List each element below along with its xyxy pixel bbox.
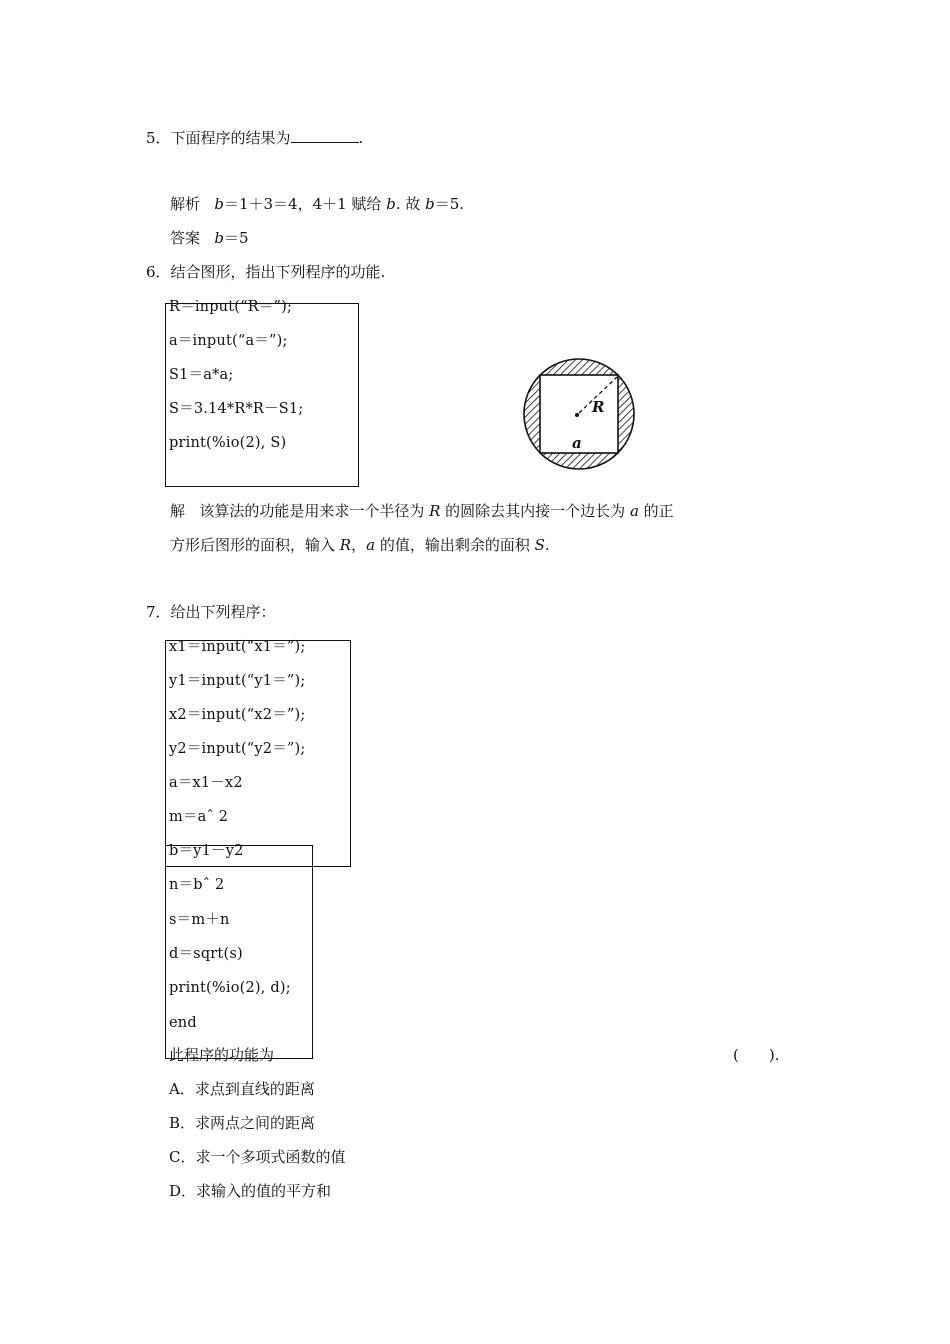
answer-blank xyxy=(291,128,359,143)
q7-code-line-10: d＝sqrt(s) xyxy=(169,946,243,962)
q7-prompt: 此程序的功能为 xyxy=(169,1046,275,1064)
q7-code-line-1: x1＝input(“x1＝”); xyxy=(169,639,306,655)
q7-code-line-8: n＝bˆ 2 xyxy=(169,877,225,893)
q6-solution-line-1: 解 该算法的功能是用来求一个半径为 R 的圆除去其内接一个边长为 a 的正 xyxy=(170,502,674,520)
q6-code-line-5: print(%io(2), S) xyxy=(169,435,287,451)
q7-option-a: A．求点到直线的距离 xyxy=(169,1080,315,1098)
q5-question: 5．下面程序的结果为 . xyxy=(146,129,364,147)
radius-label: R xyxy=(592,398,605,416)
q6-code-line-2: a＝input(“a＝”); xyxy=(169,333,288,349)
q7-option-c: C．求一个多项式函数的值 xyxy=(169,1148,346,1166)
q6-solution-line-2: 方形后图形的面积，输入 R，a 的值，输出剩余的面积 S. xyxy=(170,536,550,554)
q5-answer: 答案 b＝5 xyxy=(170,229,249,247)
q6-code-line-4: S＝3.14*R*R－S1; xyxy=(169,401,304,417)
q5-analysis: 解析 b＝1＋3＝4，4＋1 赋给 b. 故 b＝5. xyxy=(170,195,465,213)
q7-code-line-7: b＝y1－y2 xyxy=(169,843,244,859)
q7-option-d: D．求输入的值的平方和 xyxy=(169,1182,332,1200)
q6-code-line-1: R＝input(“R＝”); xyxy=(169,299,293,315)
q7-answer-bracket: ( ). xyxy=(733,1046,780,1064)
q7-question: 7．给出下列程序： xyxy=(146,603,276,621)
circle-square-figure xyxy=(518,353,640,475)
q7-code-line-11: print(%io(2), d); xyxy=(169,980,291,996)
center-point xyxy=(575,413,579,417)
q7-code-line-5: a＝x1－x2 xyxy=(169,775,243,791)
q6-question: 6．结合图形，指出下列程序的功能. xyxy=(146,263,386,281)
q7-code-line-3: x2＝input(“x2＝”); xyxy=(169,707,306,723)
q7-code-line-12: end xyxy=(169,1015,197,1031)
q7-code-line-6: m＝aˆ 2 xyxy=(169,809,229,825)
q7-code-line-2: y1＝input(“y1＝”); xyxy=(169,673,306,689)
q7-option-b: B．求两点之间的距离 xyxy=(169,1114,316,1132)
q7-code-line-9: s＝m＋n xyxy=(169,912,230,928)
q7-code-line-4: y2＝input(“y2＝”); xyxy=(169,741,306,757)
q6-code-line-3: S1＝a*a; xyxy=(169,367,234,383)
side-label: a xyxy=(572,434,582,452)
